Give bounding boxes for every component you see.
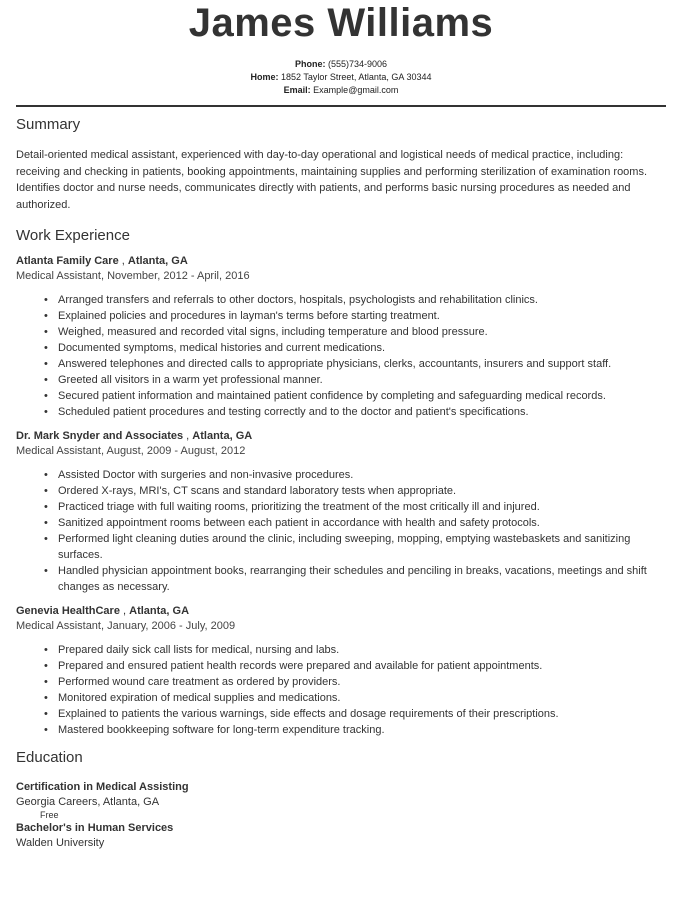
list-item: • Secured patient information and maintained patient confidence by completing and safeguarding medical records.	[58, 388, 666, 404]
summary-heading: Summary	[16, 116, 81, 133]
education-item	[16, 821, 666, 850]
list-item: • Assisted Doctor with surgeries and non-invasive procedures.	[58, 467, 666, 483]
job-duties-list	[16, 642, 666, 738]
education-school: Georgia Careers, Atlanta, GA	[16, 795, 160, 808]
job-entry	[16, 603, 666, 738]
list-item: • Answered telephones and directed calls to appropriate physicians, clerks, accountants, insurers and support staff.	[58, 356, 666, 372]
list-item: • Practiced triage with full waiting rooms, prioritizing the treatment of the most critically ill and injured.	[58, 499, 666, 515]
list-item: • Arranged transfers and referrals to other doctors, hospitals, psychologists and rehabilitation clinics.	[58, 292, 666, 308]
email-label: Email:	[283, 85, 311, 95]
education-degree: Certification in Medical Assisting	[16, 781, 189, 793]
list-item: • Monitored expiration of medical supplies and medications.	[58, 690, 666, 706]
job-location: Atlanta, GA	[127, 255, 188, 267]
summary-text: Detail-oriented medical assistant, experienced with day-to-day operational and logistical needs of medical practice, including: receiving and checking in patients, booking appointments, maintaining supplies and performing sterilization of examination rooms. Identifies doctor and nurse needs, communicates directly with patients, and performs basic nursing procedures as needed and authorized.	[16, 149, 648, 211]
list-item: • Performed wound care treatment as ordered by providers.	[58, 674, 666, 690]
job-company: Dr. Mark Snyder and Associates	[16, 430, 184, 442]
job-company: Genevia HealthCare	[16, 605, 120, 617]
job-duties-list	[16, 292, 666, 420]
education-section	[16, 749, 666, 850]
phone-value: (555)734-9006	[327, 59, 388, 69]
job-location: Atlanta, GA	[129, 605, 190, 617]
job-company: Atlanta Family Care	[16, 255, 119, 267]
work-experience-heading: Work Experience	[16, 227, 130, 244]
job-header	[16, 253, 666, 269]
list-item: • Mastered bookkeeping software for long-term expenditure tracking.	[58, 722, 666, 738]
education-list	[16, 780, 666, 850]
job-role: Medical Assistant, August, 2009 - August, 2012	[16, 445, 246, 457]
work-experience-section	[16, 227, 666, 738]
header-divider	[16, 105, 666, 107]
list-item: • Weighed, measured and recorded vital signs, including temperature and blood pressure.	[58, 324, 666, 340]
list-item: • Documented symptoms, medical histories and current medications.	[58, 340, 666, 356]
job-header	[16, 428, 666, 444]
home-value: 1852 Taylor Street, Atlanta, GA 30344	[281, 72, 432, 82]
education-heading: Education	[16, 749, 83, 766]
list-item: • Prepared daily sick call lists for medical, nursing and labs.	[58, 642, 666, 658]
list-item: • Explained to patients the various warnings, side effects and dosage requirements of their prescriptions.	[58, 706, 666, 722]
list-item: • Prepared and ensured patient health records were prepared and available for patient appointments.	[58, 658, 666, 674]
list-item: • Greeted all visitors in a warm yet professional manner.	[58, 372, 666, 388]
list-item: • Performed light cleaning duties around the clinic, including sweeping, mopping, emptying wastebaskets and sanitizing surfaces.	[58, 531, 666, 563]
home-line	[16, 71, 666, 84]
education-degree: Bachelor's in Human Services	[16, 822, 174, 834]
list-item: • Explained policies and procedures in layman's terms before starting treatment.	[58, 308, 666, 324]
list-item: • Sanitized appointment rooms between each patient in accordance with health and safety protocols.	[58, 515, 666, 531]
job-role: Medical Assistant, November, 2012 - April, 2016	[16, 270, 250, 282]
home-label: Home:	[250, 72, 279, 82]
list-item: • Ordered X-rays, MRI's, CT scans and standard laboratory tests when appropriate.	[58, 483, 666, 499]
education-item	[16, 780, 666, 821]
job-header	[16, 603, 666, 619]
job-separator: ,	[123, 605, 130, 617]
job-separator: ,	[186, 430, 193, 442]
email-line	[16, 84, 666, 97]
list-item: • Handled physician appointment books, rearranging their schedules and penciling in breaks, vacations, meetings and shift changes as necessary.	[58, 563, 666, 595]
job-duties-list	[16, 467, 666, 595]
email-value: Example@gmail.com	[313, 85, 399, 95]
job-location: Atlanta, GA	[192, 430, 253, 442]
summary-section	[16, 116, 666, 213]
phone-label: Phone:	[294, 59, 326, 69]
job-role: Medical Assistant, January, 2006 - July, 2009	[16, 620, 236, 632]
job-entry	[16, 253, 666, 420]
job-separator: ,	[121, 255, 128, 267]
education-school: Walden University	[16, 836, 105, 849]
contact-block	[16, 58, 666, 97]
education-note: Free	[40, 810, 59, 820]
list-item: • Scheduled patient procedures and testing correctly and to the doctor and patient's specifications.	[58, 404, 666, 420]
job-entry	[16, 428, 666, 595]
phone-line	[16, 58, 666, 71]
candidate-name: James Williams	[188, 1, 494, 45]
